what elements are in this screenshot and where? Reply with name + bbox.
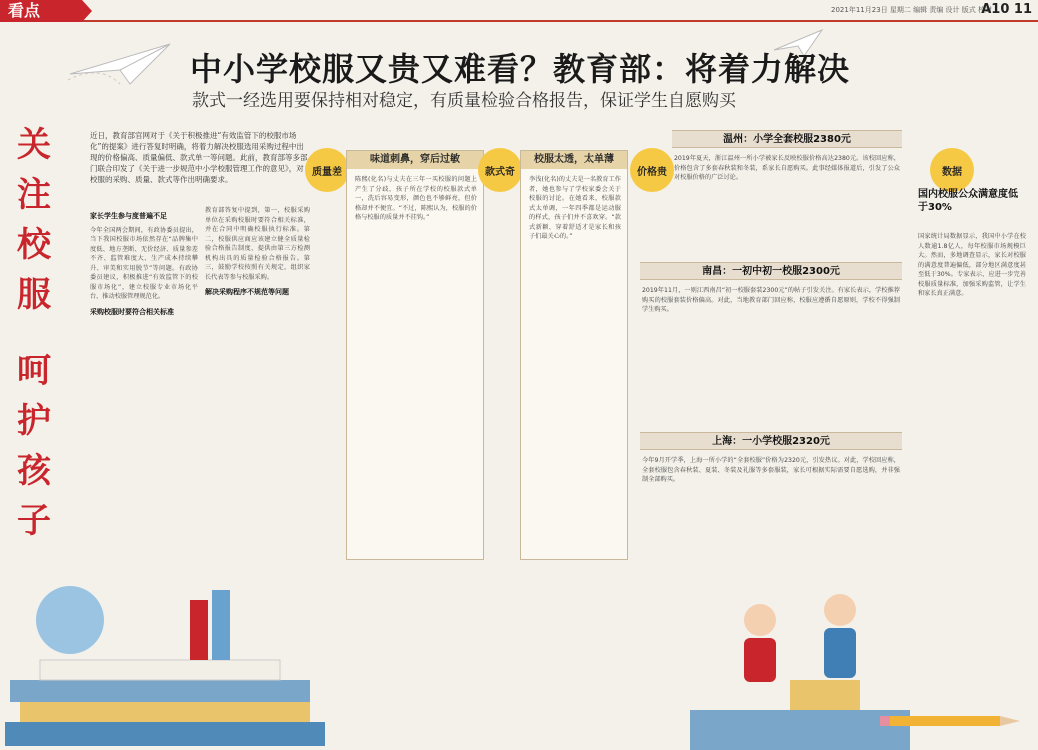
style-circle-label: 款式奇 (478, 148, 522, 192)
page-header-bar (0, 0, 1038, 22)
data-text: 国家统计局数据显示，我国中小学在校人数逾1.8亿人，每年校服市场规模巨大。然而，多地调查显示，家长对校服的满意度普遍偏低，部分地区满意度甚至低于30%。专家表示，应进一步完善校服质量标准，加强采购监管，让学生和家长真正满意。 (918, 233, 1026, 297)
paper-plane-illustration (60, 34, 190, 94)
vertical-title-char: 关 (17, 125, 51, 165)
article-column-2 (205, 206, 310, 556)
style-box (520, 150, 628, 560)
section-tag: 看点 (0, 0, 82, 22)
vertical-title-char: 呵 (17, 351, 51, 391)
section-heading: 采购校服时要符合相关标准 (90, 307, 174, 316)
vertical-title-char: 子 (17, 501, 51, 541)
vertical-title-char: 服 (17, 275, 51, 315)
nanchang-text: 2019年11月，一则江西南昌“初一校服套装2300元”的帖子引发关注。有家长表示，学校推荐购买的校服套装价格偏高。对此，当地教育部门回应称，校服应遵循自愿原则，学校不得强制学生购买。 (642, 287, 900, 313)
page-number: A10 11 (981, 2, 1032, 17)
style-box-title: 校服太透，太单薄 (521, 151, 627, 169)
vertical-title (10, 120, 58, 546)
data-circle-label: 数据 (930, 148, 974, 192)
subtitle: 款式一经选用要保持相对稳定，有质量检验合格报告，保证学生自愿购买 (192, 91, 736, 111)
article-column-1 (90, 206, 198, 556)
body-text: 今年全国两会期间，有政协委员提出，当下我国校服市场依然存在“品牌集中度低、地方垄断、无价经济、质量参差不齐、监管难度大、生产成本持续攀升、审美和实用脱节”等问题。有政协委员建议，积极推进“有效监管下的校服市场化”，建立校服专业市场化平台，推动校服管理规范化。 (90, 226, 198, 300)
vertical-title-char: 孩 (17, 451, 51, 491)
headline: 中小学校服又贵又难看？教育部：将着力解决 (190, 50, 851, 88)
wenzhou-text: 2019年夏天，浙江温州一所小学被家长反映校服价格高达2380元。该校回应称，价格包含了多套春秋装和冬装，系家长自愿购买。此事经媒体报道后，引发了公众对校服价格的广泛讨论。 (674, 155, 900, 181)
shanghai-title: 上海：一小学校服2320元 (640, 432, 902, 450)
intro-paragraph: 近日，教育部官网对于《关于积极推进“有效监管下的校服市场化”的提案》进行答复时明确，将着力解决校服选用采购过程中出现的价格偏高、质量偏低、款式单一等问题。此前，教育部等多部门联合印发了《关于进一步规范中小学校服管理工作的意见》，对校服的采购、质量、款式等作出明确要求。 (90, 131, 308, 184)
style-box-text: 李浅(化名)的丈夫是一名教育工作者，她也参与了学校家委会关于校服的讨论。在她看来，校服款式太单调，一年四季都是运动服的样式，孩子们并不喜欢穿。“款式新颖、穿着舒适才是家长和孩子们最关心的。” (529, 176, 621, 240)
quality-box (346, 150, 484, 560)
section-heading: 解决采购程序不规范等问题 (205, 288, 289, 296)
price-circle-label: 价格贵 (630, 148, 674, 192)
shanghai-text: 今年9月开学季，上海一所小学的“全套校服”价格为2320元，引发热议。对此，学校回应称，全套校服包含春秋装、夏装、冬装及礼服等多套服装，家长可根据实际需要自愿选购，并非强制全部购买。 (642, 457, 900, 483)
quality-box-text: 陈熙(化名)与丈夫在三年一买校服的问题上产生了分歧，孩子所在学校的校服款式单一，洗后容易变形，颜色也不够鲜亮，但价格却并不便宜。“不过，陈熙认为，校服的价格与校服的质量并不挂钩。” (355, 176, 477, 221)
books-illustration (0, 560, 340, 750)
data-heading: 国内校服公众满意度低于30% (918, 189, 1018, 213)
section-heading: 家长学生参与度普遍不足 (90, 212, 167, 220)
quality-box-title: 味道刺鼻，穿后过敏 (347, 151, 483, 169)
quality-circle-label: 质量差 (305, 148, 349, 192)
vertical-title-char: 护 (17, 401, 51, 441)
page-info: 2021年11月23日 星期二 编辑 责编 设计 版式 校对 (831, 6, 992, 14)
nanchang-title: 南昌：一初中初一校服2300元 (640, 262, 902, 280)
body-text: 教育部答复中提到，第一，校服采购单位在采购校服时要符合相关标准，并在合同中明确校服执行标准。第二，校服供应商应该建立健全质量检验合格报告制度，提供由第三方检测机构出具的质量检验合格报告。第三，鼓励学校按照有关规定，组织家长代表等参与校服采购。 (205, 207, 310, 281)
vertical-title-char: 校 (17, 225, 51, 265)
pencil-illustration (880, 700, 1030, 740)
wenzhou-title: 温州：小学全套校服2380元 (672, 130, 902, 148)
vertical-title-char: 注 (17, 175, 51, 215)
children-illustration (690, 560, 910, 750)
